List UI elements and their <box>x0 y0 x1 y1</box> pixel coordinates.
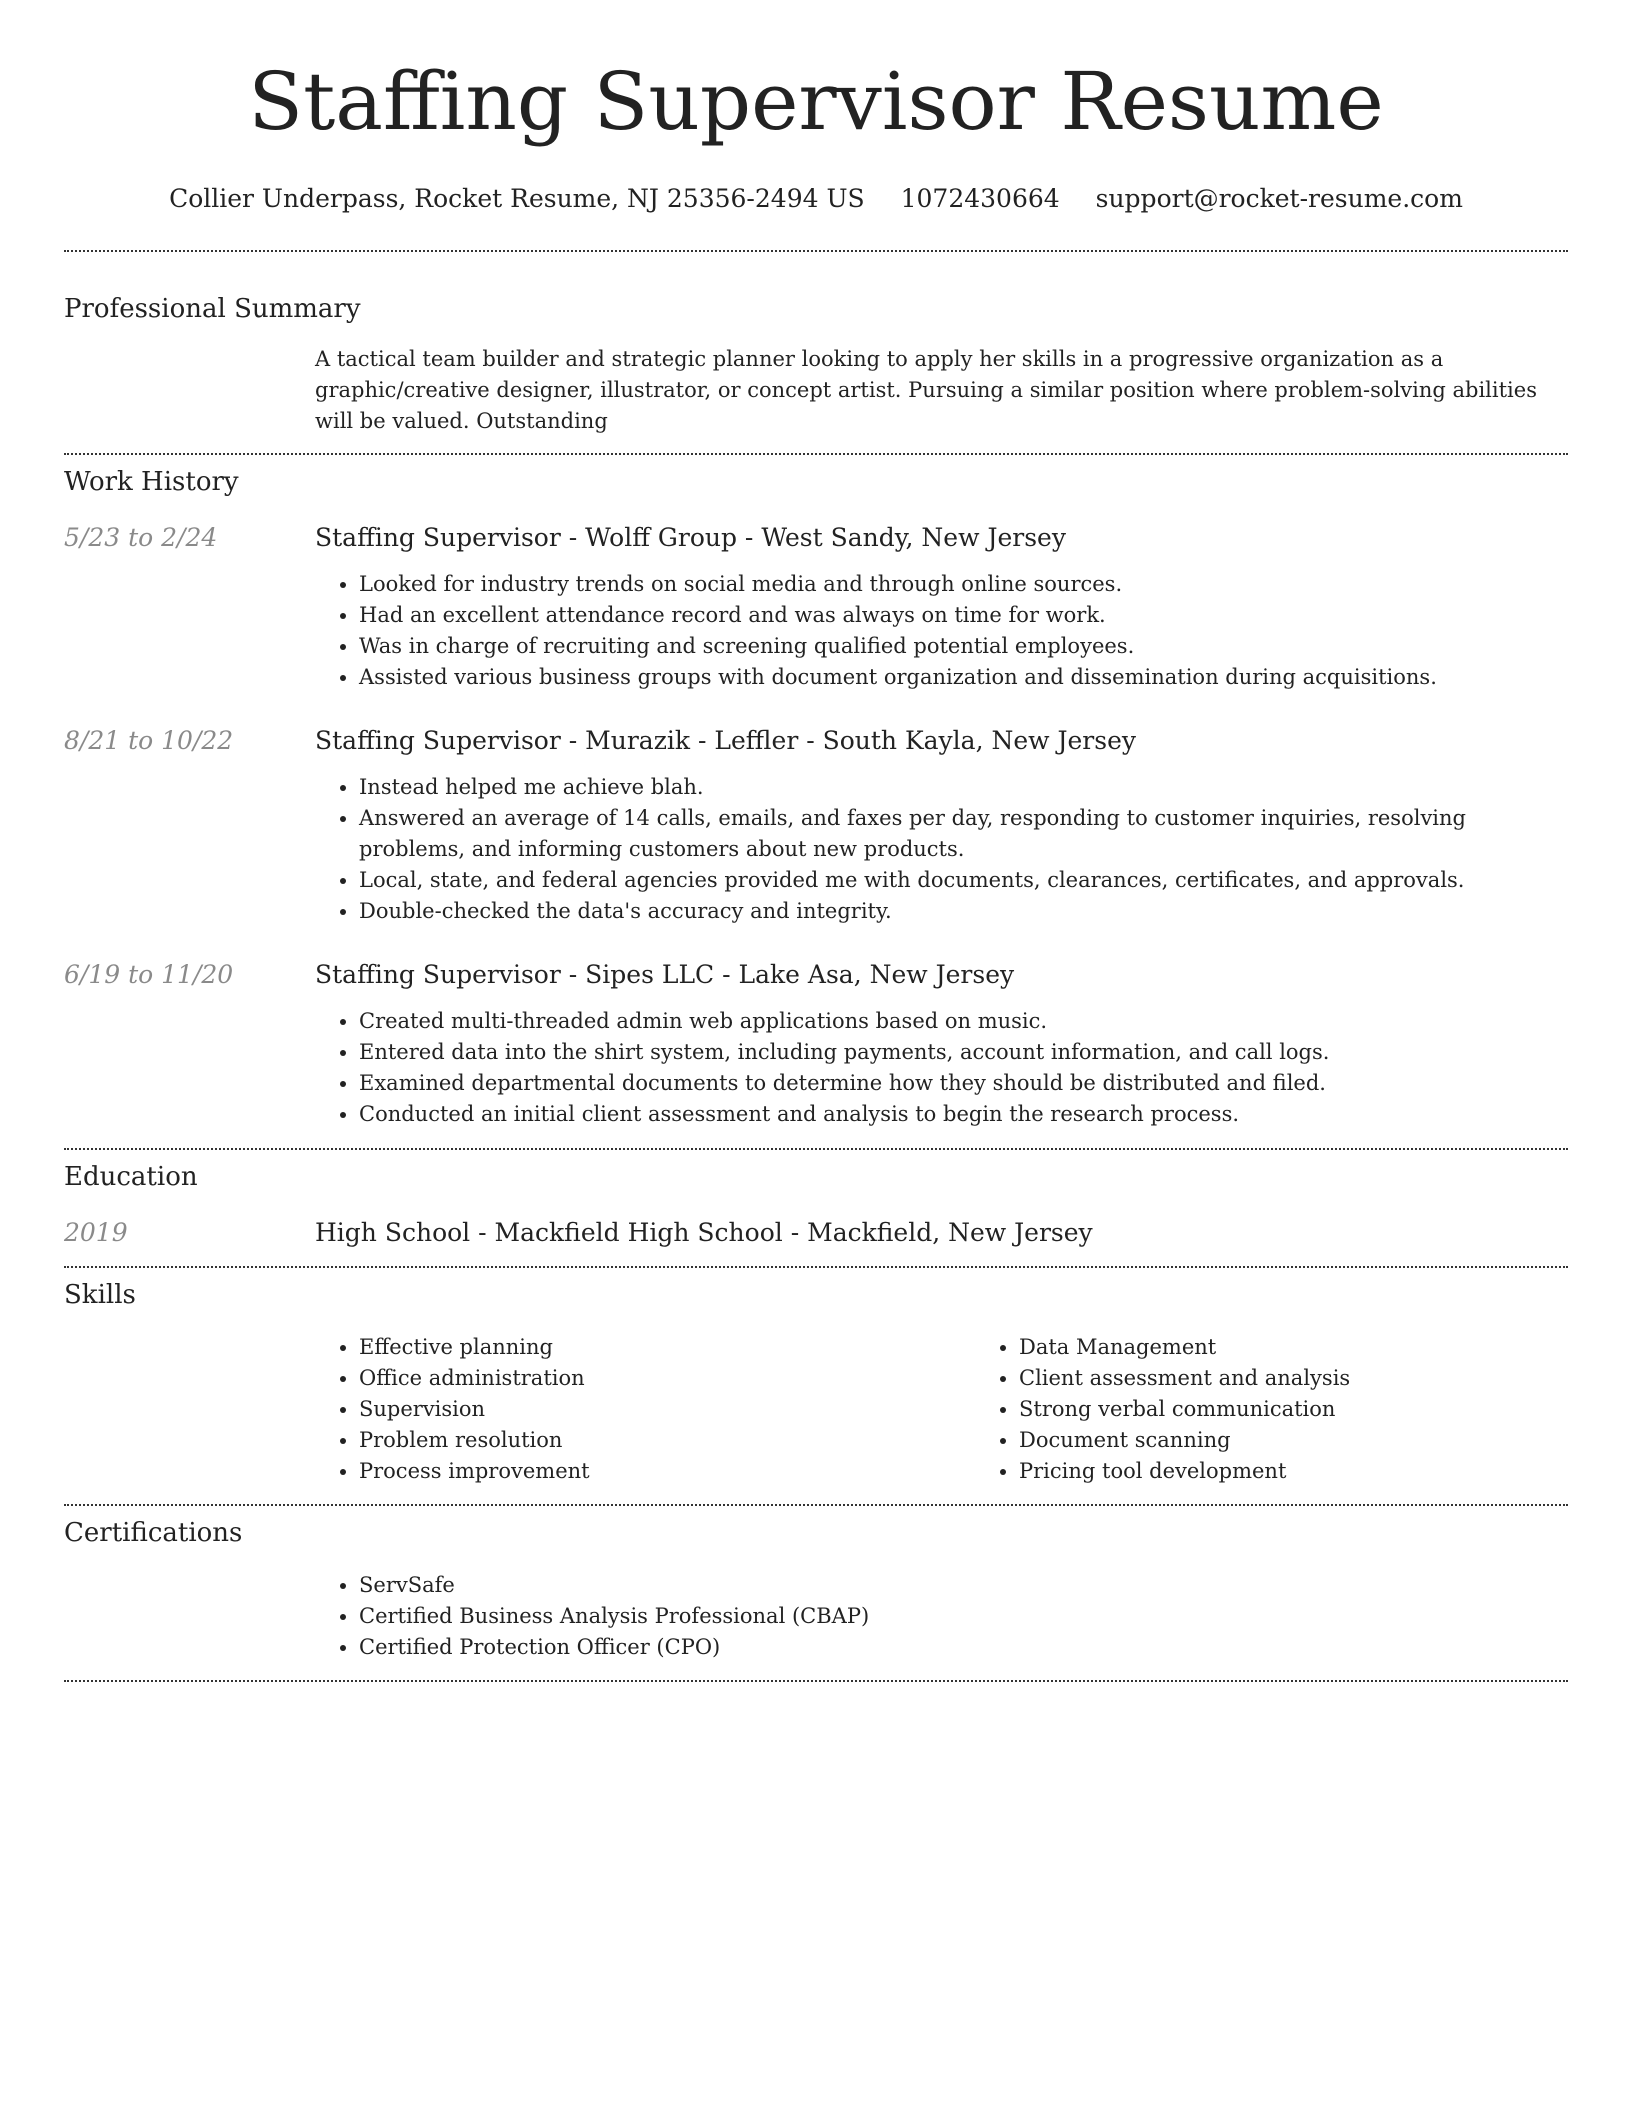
certifications-heading: Certifications <box>64 1518 243 1548</box>
section-divider <box>64 1680 1568 1682</box>
education-body <box>315 1216 1568 1250</box>
summary-row <box>64 344 1568 437</box>
list-item: • Was in charge of recruiting and screening qualified potential employees. <box>359 631 1568 662</box>
list-item: • Instead helped me achieve blah. <box>359 772 1568 803</box>
skill-item: • Pricing tool development <box>1019 1456 1632 1487</box>
skill-item: • Problem resolution <box>359 1425 975 1456</box>
skill-item: • Process improvement <box>359 1456 975 1487</box>
summary-text: A tactical team builder and strategic planner looking to apply her skills in a progressive organization as a graphic/creative designer, illustrator, or concept artist. Pursuing a similar position where problem-solving abilities will be valued. Outstanding <box>315 347 1537 433</box>
job-body <box>315 521 1568 693</box>
list-item: • Had an excellent attendance record and was always on time for work. <box>359 600 1568 631</box>
skill-item: • Document scanning <box>1019 1425 1632 1456</box>
certifications-body <box>315 1570 1568 1663</box>
section-divider <box>64 1504 1568 1506</box>
job-body <box>315 724 1568 927</box>
skills-columns <box>315 1332 1568 1487</box>
list-item: • Created multi-threaded admin web applications based on music. <box>359 1006 1568 1037</box>
job-title: Staffing Supervisor - Murazik - Leffler - South Kayla, New Jersey <box>315 726 1137 755</box>
job-dates: 8/21 to 10/22 <box>64 726 234 755</box>
skills-section <box>64 1278 1568 1487</box>
skill-item: • Effective planning <box>359 1332 975 1363</box>
job-entry <box>64 958 1568 1130</box>
job-bullets <box>315 772 1568 927</box>
certification-item: • Certified Business Analysis Professional (CBAP) <box>359 1601 1568 1632</box>
job-dates: 6/19 to 11/20 <box>64 960 234 989</box>
skills-heading: Skills <box>64 1280 136 1310</box>
job-entry <box>64 724 1568 927</box>
resume-title: Staffing Supervisor Resume <box>248 55 1384 148</box>
education-title: High School - Mackfield High School - Mackfield, New Jersey <box>315 1218 1093 1247</box>
list-item: • Looked for industry trends on social media and through online sources. <box>359 569 1568 600</box>
skills-row <box>64 1332 1568 1487</box>
education-entry <box>64 1216 1568 1250</box>
certification-item: • ServSafe <box>359 1570 1568 1601</box>
list-item: • Entered data into the shirt system, including payments, account information, and call logs. <box>359 1037 1568 1068</box>
job-dates: 5/23 to 2/24 <box>64 523 218 552</box>
job-bullets <box>315 1006 1568 1130</box>
contact-phone: 1072430664 <box>900 184 1060 213</box>
list-item: • Answered an average of 14 calls, emails, and faxes per day, responding to customer inquiries, resolving problems, and informing customers about new products. <box>359 803 1568 865</box>
certification-item: • Certified Protection Officer (CPO) <box>359 1632 1568 1663</box>
skills-column-2 <box>975 1332 1632 1487</box>
job-entry <box>64 521 1568 693</box>
contact-address: Collier Underpass, Rocket Resume, NJ 25356-2494 US <box>169 184 865 213</box>
job-title: Staffing Supervisor - Sipes LLC - Lake Asa, New Jersey <box>315 960 1015 989</box>
summary-heading: Professional Summary <box>64 294 361 324</box>
contact-line <box>64 182 1568 216</box>
education-section <box>64 1160 1568 1250</box>
skill-item: • Strong verbal communication <box>1019 1394 1632 1425</box>
contact-email: support@rocket-resume.com <box>1095 184 1463 213</box>
skill-item: • Supervision <box>359 1394 975 1425</box>
skill-item: • Client assessment and analysis <box>1019 1363 1632 1394</box>
work-history-section <box>64 465 1568 1130</box>
job-body <box>315 958 1568 1130</box>
section-divider <box>64 1266 1568 1268</box>
summary-body <box>315 344 1568 437</box>
certifications-row <box>64 1570 1568 1663</box>
list-item: • Local, state, and federal agencies provided me with documents, clearances, certificates, and approvals. <box>359 865 1568 896</box>
section-divider <box>64 453 1568 455</box>
summary-section <box>64 292 1568 437</box>
job-bullets <box>315 569 1568 693</box>
section-divider <box>64 250 1568 252</box>
certifications-section <box>64 1516 1568 1663</box>
work-history-heading: Work History <box>64 467 239 497</box>
job-title: Staffing Supervisor - Wolff Group - West Sandy, New Jersey <box>315 523 1066 552</box>
list-item: • Conducted an initial client assessment and analysis to begin the research process. <box>359 1099 1568 1130</box>
skill-item: • Data Management <box>1019 1332 1632 1363</box>
section-divider <box>64 1148 1568 1150</box>
education-heading: Education <box>64 1162 198 1192</box>
certifications-list <box>315 1570 1568 1663</box>
skills-column-1 <box>315 1332 975 1487</box>
list-item: • Assisted various business groups with document organization and dissemination during acquisitions. <box>359 662 1568 693</box>
education-year: 2019 <box>64 1218 128 1247</box>
list-item: • Examined departmental documents to determine how they should be distributed and filed. <box>359 1068 1568 1099</box>
list-item: • Double-checked the data's accuracy and integrity. <box>359 896 1568 927</box>
skill-item: • Office administration <box>359 1363 975 1394</box>
